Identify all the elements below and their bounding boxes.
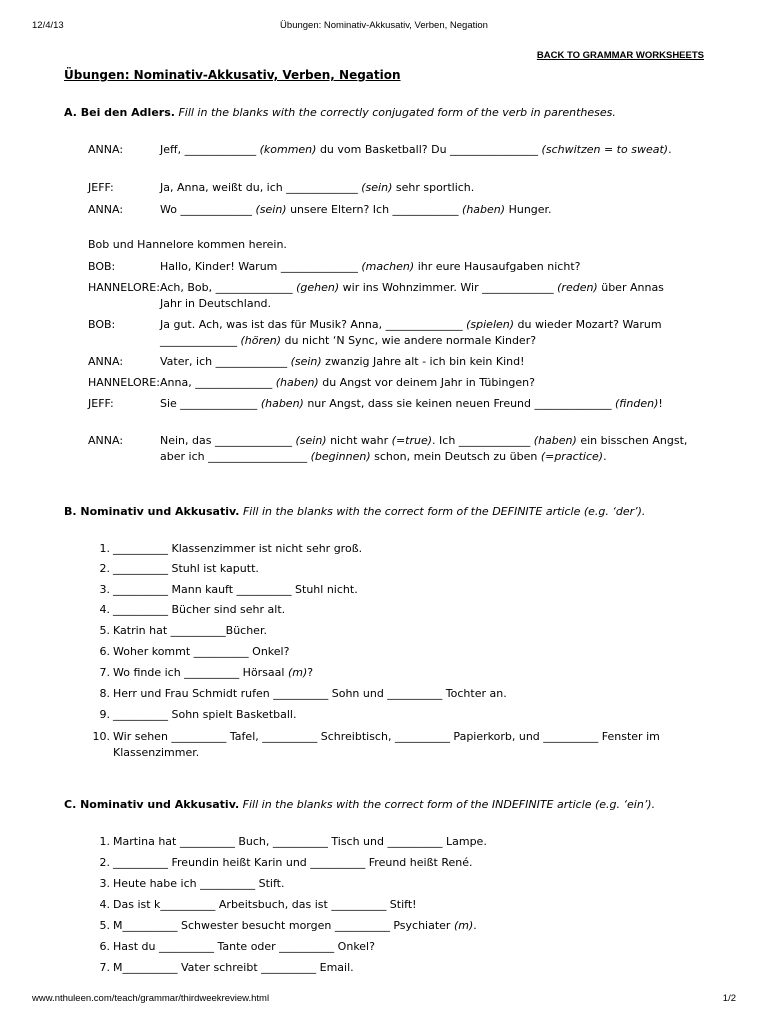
line-text: Nein, das ______________ (sein) nicht wahr (=true). Ich _____________ (haben) ein bisschen Angst, aber ich __________________ (beginnen) schon, mein Deutsch zu üben (=practice). [160,434,688,463]
section-a-title: A. Bei den Adlers. [64,106,175,119]
item-text: __________ Mann kauft __________ Stuhl nicht. [113,583,358,596]
item-text: M__________ Vater schreibt __________ Email. [113,961,354,974]
speaker: HANNELORE: [88,376,160,389]
section-c-instructions: Fill in the blanks with the correct form of the INDEFINITE article (e.g. ‘ein’). [242,798,656,811]
line-text: Ach, Bob, ______________ (gehen) wir ins Wohnzimmer. Wir _____________ (reden) über Annas Jahr in Deutschland. [160,281,664,310]
item-text: Martina hat __________ Buch, __________ Tisch und __________ Lampe. [113,835,487,848]
item-number: 7. [99,666,110,679]
speaker: JEFF: [88,181,114,194]
item-text: __________ Sohn spielt Basketball. [113,708,297,721]
exercise-item [88,582,688,598]
exercise-item [88,939,688,955]
item-number: 10. [92,730,110,743]
section-a-instructions: Fill in the blanks with the correctly conjugated form of the verb in parentheses. [178,106,616,119]
print-title: Übungen: Nominativ-Akkusativ, Verben, Negation [280,20,488,31]
speaker: BOB: [88,260,116,273]
dialogue-line [88,396,688,412]
exercise-item [88,876,688,892]
item-text: Katrin hat __________Bücher. [113,624,267,637]
page-number: 1/2 [722,993,736,1004]
exercise-item [88,897,688,913]
item-number: 7. [99,961,110,974]
item-number: 2. [99,856,110,869]
item-text: Heute habe ich __________ Stift. [113,877,285,890]
speaker: HANNELORE: [88,281,160,294]
print-date: 12/4/13 [32,20,64,31]
exercise-item [88,686,688,702]
line-text: Hallo, Kinder! Warum ______________ (machen) ihr eure Hausaufgaben nicht? [160,260,581,273]
back-to-worksheets-link[interactable]: BACK TO GRAMMAR WORKSHEETS [536,50,704,61]
item-text: Wir sehen __________ Tafel, __________ Schreibtisch, __________ Papierkorb, und __________ Fenster im Klassenzimmer. [113,730,660,759]
section-c-heading [64,798,655,811]
exercise-item [88,855,688,871]
item-text: __________ Klassenzimmer ist nicht sehr groß. [113,542,363,555]
item-text: __________ Freundin heißt Karin und __________ Freund heißt René. [113,856,473,869]
item-number: 2. [99,562,110,575]
item-text: Herr und Frau Schmidt rufen __________ Sohn und __________ Tochter an. [113,687,507,700]
item-number: 5. [99,919,110,932]
section-b-title: B. Nominativ und Akkusativ. [64,505,240,518]
exercise-item [88,602,688,618]
exercise-item [88,561,688,577]
dialogue-line [88,375,688,391]
dialogue-line [88,317,688,349]
item-number: 4. [99,603,110,616]
exercise-item [88,834,688,850]
item-text: Wo finde ich __________ Hörsaal (m)? [113,666,314,679]
item-text: M__________ Schwester besucht morgen __________ Psychiater (m). [113,919,477,932]
line-text: Vater, ich _____________ (sein) zwanzig Jahre alt - ich bin kein Kind! [160,355,525,368]
dialogue-line [88,202,688,218]
speaker: ANNA: [88,143,124,156]
exercise-item [88,707,688,723]
item-number: 6. [99,645,110,658]
item-text: __________ Bücher sind sehr alt. [113,603,286,616]
print-url: www.nthuleen.com/teach/grammar/thirdweekreview.html [32,993,270,1004]
dialogue-line [88,142,688,158]
narration: Bob und Hannelore kommen herein. [88,238,287,251]
section-c-title: C. Nominativ und Akkusativ. [64,798,240,811]
exercise-item [88,644,688,660]
speaker: JEFF: [88,397,114,410]
dialogue-line [88,259,688,275]
item-text: __________ Stuhl ist kaputt. [113,562,259,575]
section-b-instructions: Fill in the blanks with the correct form of the DEFINITE article (e.g. ‘der’). [242,505,646,518]
item-number: 3. [99,877,110,890]
item-number: 9. [99,708,110,721]
section-b-heading [64,505,645,518]
item-number: 1. [99,835,110,848]
line-text: Sie ______________ (haben) nur Angst, dass sie keinen neuen Freund ______________ (finden)! [160,397,663,410]
line-text: Jeff, _____________ (kommen) du vom Basketball? Du ________________ (schwitzen = to sweat). [160,143,672,156]
item-text: Das ist k__________ Arbeitsbuch, das ist __________ Stift! [113,898,417,911]
line-text: Ja gut. Ach, was ist das für Musik? Anna, ______________ (spielen) du wieder Mozart? Warum ______________ (hören) du nicht ‘N Sync, wie andere normale Kinder? [160,318,662,347]
item-text: Hast du __________ Tante oder __________ Onkel? [113,940,375,953]
speaker: ANNA: [88,434,124,447]
speaker: BOB: [88,318,116,331]
dialogue-line [88,433,688,465]
line-text: Anna, ______________ (haben) du Angst vor deinem Jahr in Tübingen? [160,376,535,389]
item-number: 1. [99,542,110,555]
speaker: ANNA: [88,203,124,216]
item-number: 3. [99,583,110,596]
item-number: 6. [99,940,110,953]
line-text: Ja, Anna, weißt du, ich _____________ (sein) sehr sportlich. [160,181,475,194]
item-number: 4. [99,898,110,911]
dialogue-line [88,354,688,370]
exercise-item [88,729,688,761]
item-number: 8. [99,687,110,700]
exercise-item [88,623,688,639]
dialogue-line [88,280,688,312]
exercise-item [88,541,688,557]
exercise-item [88,918,688,934]
line-text: Wo _____________ (sein) unsere Eltern? Ich ____________ (haben) Hunger. [160,203,552,216]
dialogue-line [88,180,688,196]
exercise-item [88,665,688,681]
item-number: 5. [99,624,110,637]
speaker: ANNA: [88,355,124,368]
page-title: Übungen: Nominativ-Akkusativ, Verben, Negation [64,68,401,82]
item-text: Woher kommt __________ Onkel? [113,645,290,658]
section-a-heading [64,106,616,119]
exercise-item [88,960,688,976]
